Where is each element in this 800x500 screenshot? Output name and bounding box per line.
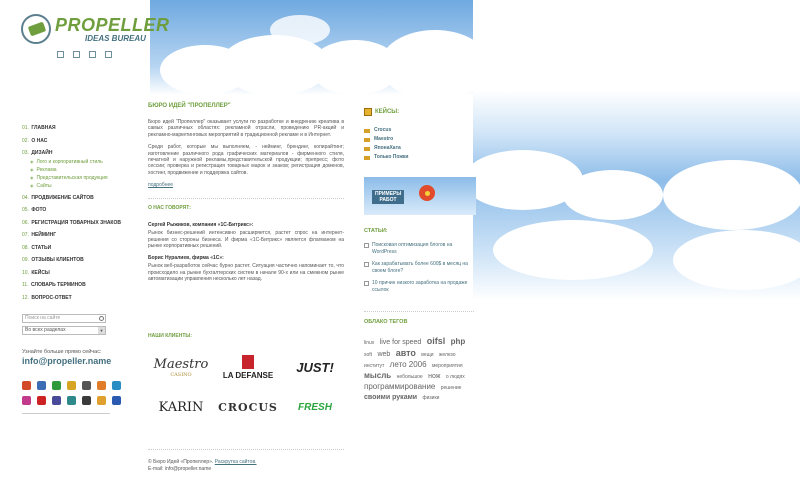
quote-text: Рынок веб-разработок сейчас бурно растет. Ситуация частично напоминает то, что происходило на рынке бухгалтерских систем в начале 90-х или на смежном рынке автоматизации управления несколько лет назад.: [148, 263, 344, 283]
subnav-item-printing[interactable]: ◉ Представительская продукция: [30, 174, 132, 182]
tag-link[interactable]: небольшое: [396, 374, 423, 380]
right-divider: [364, 311, 474, 312]
clients-title: НАШИ КЛИЕНТЫ:: [148, 333, 192, 339]
footer: [148, 449, 344, 472]
cases-block: [364, 108, 472, 162]
mail-icon[interactable]: [105, 51, 112, 58]
ladefanse-mark-icon: [242, 355, 254, 369]
case-link[interactable]: Crocus: [364, 126, 472, 135]
contact-email-link[interactable]: info@propeller.name: [22, 356, 112, 366]
quote-author: Сергей Рыжиков, компания «1С-Битрикс»:: [148, 222, 254, 229]
nav-item-photo[interactable]: 05. ФОТО: [22, 207, 47, 213]
banner-label: ПРИМЕРЫ РАБОТ: [372, 190, 404, 204]
tag-link[interactable]: о людях: [445, 374, 465, 380]
contact-prompt: Узнайте больше прямо сейчас:: [22, 349, 102, 355]
client-logo-just[interactable]: JUST!: [296, 359, 334, 375]
quote-author: Борис Нуралиев, фирма «1С»:: [148, 255, 224, 262]
side-sky-image: [473, 0, 800, 300]
nav-item-home[interactable]: 01. ГЛАВНАЯ: [22, 125, 56, 131]
articles-block: [364, 228, 474, 299]
tag-link[interactable]: решение: [440, 385, 462, 391]
case-link[interactable]: Maestro: [364, 135, 472, 144]
tag-link[interactable]: linux: [364, 340, 375, 346]
social-bookmarks: [22, 381, 122, 405]
left-divider: [22, 413, 110, 414]
header-icons: [57, 51, 112, 58]
briefcase-icon: [364, 108, 372, 116]
tag-link[interactable]: физики: [422, 395, 440, 401]
document-icon: [364, 243, 369, 248]
footer-divider: [148, 449, 344, 450]
client-logo-maestro[interactable]: Maestro CASINO: [153, 356, 209, 378]
tag-link[interactable]: live for speed: [379, 339, 422, 346]
bookmark-icon-4[interactable]: [67, 381, 76, 390]
tag-link[interactable]: soft: [364, 352, 373, 358]
logo-title: PROPELLER: [55, 14, 170, 35]
tag-link[interactable]: вещи: [421, 352, 434, 358]
subnav-item-sites[interactable]: ◉ Сайты: [30, 182, 132, 190]
bookmark-icon-8[interactable]: [22, 396, 31, 405]
client-logo-ladefanse[interactable]: LA DEFANSE: [214, 353, 282, 381]
nav-item-glossary[interactable]: 11. СЛОВАРЬ ТЕРМИНОВ: [22, 282, 86, 288]
search-icon[interactable]: [99, 316, 104, 321]
nav-item-about[interactable]: 02. О НАС: [22, 137, 48, 144]
tag-link[interactable]: институт: [364, 363, 385, 369]
tag-link[interactable]: программирование: [364, 382, 436, 391]
article-link[interactable]: Поисковая оптимизация блогов на WordPress: [364, 242, 474, 255]
search-input[interactable]: Поиск на сайте: [22, 314, 106, 323]
main-nav: [22, 122, 132, 304]
tag-cloud: [364, 319, 476, 403]
bookmark-icon-13[interactable]: [97, 396, 106, 405]
bookmark-icon-5[interactable]: [82, 381, 91, 390]
sitemap-icon[interactable]: [73, 51, 80, 58]
testimonials-title: О НАС ГОВОРЯТ:: [148, 205, 191, 212]
client-logo-karin[interactable]: KARIN: [158, 399, 204, 415]
quote-text: Рынок бизнес-решений интенсивно расширяется, растет спрос на интернет-решения со стороны бизнеса. И фирма «1С-Битрикс» является флагманом на рынке корпоративных решений.: [148, 230, 344, 250]
subnav-item-logo[interactable]: ◉ Лого и корпоративный стиль: [30, 158, 132, 166]
case-link[interactable]: ЯпонаХата: [364, 144, 472, 153]
header-sky-image: [150, 0, 474, 95]
bookmark-icon-7[interactable]: [112, 381, 121, 390]
print-icon[interactable]: [89, 51, 96, 58]
article-link[interactable]: Как зарабатывать более 600$ в месяц на своем блоге?: [364, 261, 474, 274]
nav-item-cases[interactable]: 10. КЕЙСЫ: [22, 269, 50, 276]
article-link[interactable]: 10 причин низкого заработка на продаже ссылок: [364, 280, 474, 293]
document-icon: [364, 262, 369, 267]
propeller-logo-icon: [21, 14, 51, 44]
bookmark-icon-12[interactable]: [82, 396, 91, 405]
bookmark-icon-3[interactable]: [52, 381, 61, 390]
nav-item-faq[interactable]: 12. ВОПРОС-ОТВЕТ: [22, 294, 72, 301]
nav-item-seo[interactable]: 04. ПРОДВИЖЕНИЕ САЙТОВ: [22, 194, 94, 201]
logo-subtitle: IDEAS BUREAU: [85, 33, 146, 43]
tag-link[interactable]: oifsl: [426, 336, 446, 346]
tag-link[interactable]: мысль: [364, 371, 392, 380]
tag-link[interactable]: php: [450, 337, 466, 346]
nav-item-reviews[interactable]: 09. ОТЗЫВЫ КЛИЕНТОВ: [22, 257, 84, 263]
main-content: [148, 103, 344, 289]
page-title: БЮРО ИДЕЙ "ПРОПЕЛЛЕР": [148, 103, 231, 109]
services-paragraph: Среди работ, которые мы выполняем, - нейминг, брендинг, копирайтинг; изготовление различного рода графических материалов - фирменного стиля, печатной и наружной рекламы,представительской продукции; препресс; фото сессии; проверка и регистрация товарных марок и знаков; регистрация доменов, хостинг, продвижение и поддержка сайтов.: [148, 144, 344, 176]
bookmark-icon-1[interactable]: [22, 381, 31, 390]
site-logo[interactable]: [21, 14, 170, 44]
flower-image: [419, 185, 435, 201]
tag-link[interactable]: мероприятия: [431, 363, 463, 369]
footer-email: E-mail: info@propeller.name: [148, 465, 212, 472]
chevron-down-icon[interactable]: ▼: [99, 328, 104, 333]
tag-link[interactable]: авто: [395, 348, 416, 358]
clients-section: [148, 333, 348, 421]
tag-link[interactable]: web: [377, 351, 391, 358]
case-link[interactable]: Только Пожки: [364, 153, 472, 162]
tag-link[interactable]: лето 2006: [389, 360, 427, 369]
nav-item-articles[interactable]: 08. СТАТЬИ: [22, 244, 52, 251]
subnav-item-ads[interactable]: ◉ Реклама: [30, 166, 132, 174]
tag-link[interactable]: железо: [438, 352, 456, 358]
home-icon[interactable]: [57, 51, 64, 58]
bookmark-icon-6[interactable]: [97, 381, 106, 390]
intro-paragraph: Бюро идей "Пропеллер" оказывает услуги по разработке и внедрению креатива в самых различных областях: рекламной отрасли, проведению PR-акций и рекламно-маркетинговых мероприятий в традиционной рекламе и в Интернет.: [148, 119, 344, 138]
portfolio-banner[interactable]: [364, 177, 476, 215]
copyright: © Бюро Идей «Пропеллер». Раскрутка сайтов.: [148, 459, 257, 465]
client-logo-fresh[interactable]: FRESH: [298, 401, 332, 413]
nav-item-design[interactable]: 03. ДИЗАЙН: [22, 150, 53, 156]
design-subnav: [30, 158, 132, 190]
bookmark-icon-10[interactable]: [52, 396, 61, 405]
divider: [148, 198, 344, 199]
articles-title: СТАТЬИ:: [364, 228, 388, 234]
cases-title: КЕЙСЫ:: [364, 108, 472, 116]
tag-link[interactable]: нож: [428, 373, 441, 380]
bookmark-icon-2[interactable]: [37, 381, 46, 390]
section-select[interactable]: Во всех разделах ▼: [22, 326, 106, 335]
client-logo-crocus[interactable]: CROCUS: [218, 400, 278, 414]
nav-item-naming[interactable]: 07. НЕЙМИНГ: [22, 232, 57, 238]
nav-item-trademarks[interactable]: 06. РЕГИСТРАЦИЯ ТОВАРНЫХ ЗНАКОВ: [22, 219, 121, 226]
bookmark-icon-9[interactable]: [37, 396, 46, 405]
dev-link[interactable]: Раскрутка сайтов.: [214, 459, 257, 465]
document-icon: [364, 281, 369, 286]
tags-title: ОБЛАКО ТЕГОВ: [364, 319, 408, 325]
tag-link[interactable]: своими руками: [364, 394, 418, 401]
bookmark-icon-14[interactable]: [112, 396, 121, 405]
bookmark-icon-11[interactable]: [67, 396, 76, 405]
more-link[interactable]: подробнее: [148, 182, 174, 189]
